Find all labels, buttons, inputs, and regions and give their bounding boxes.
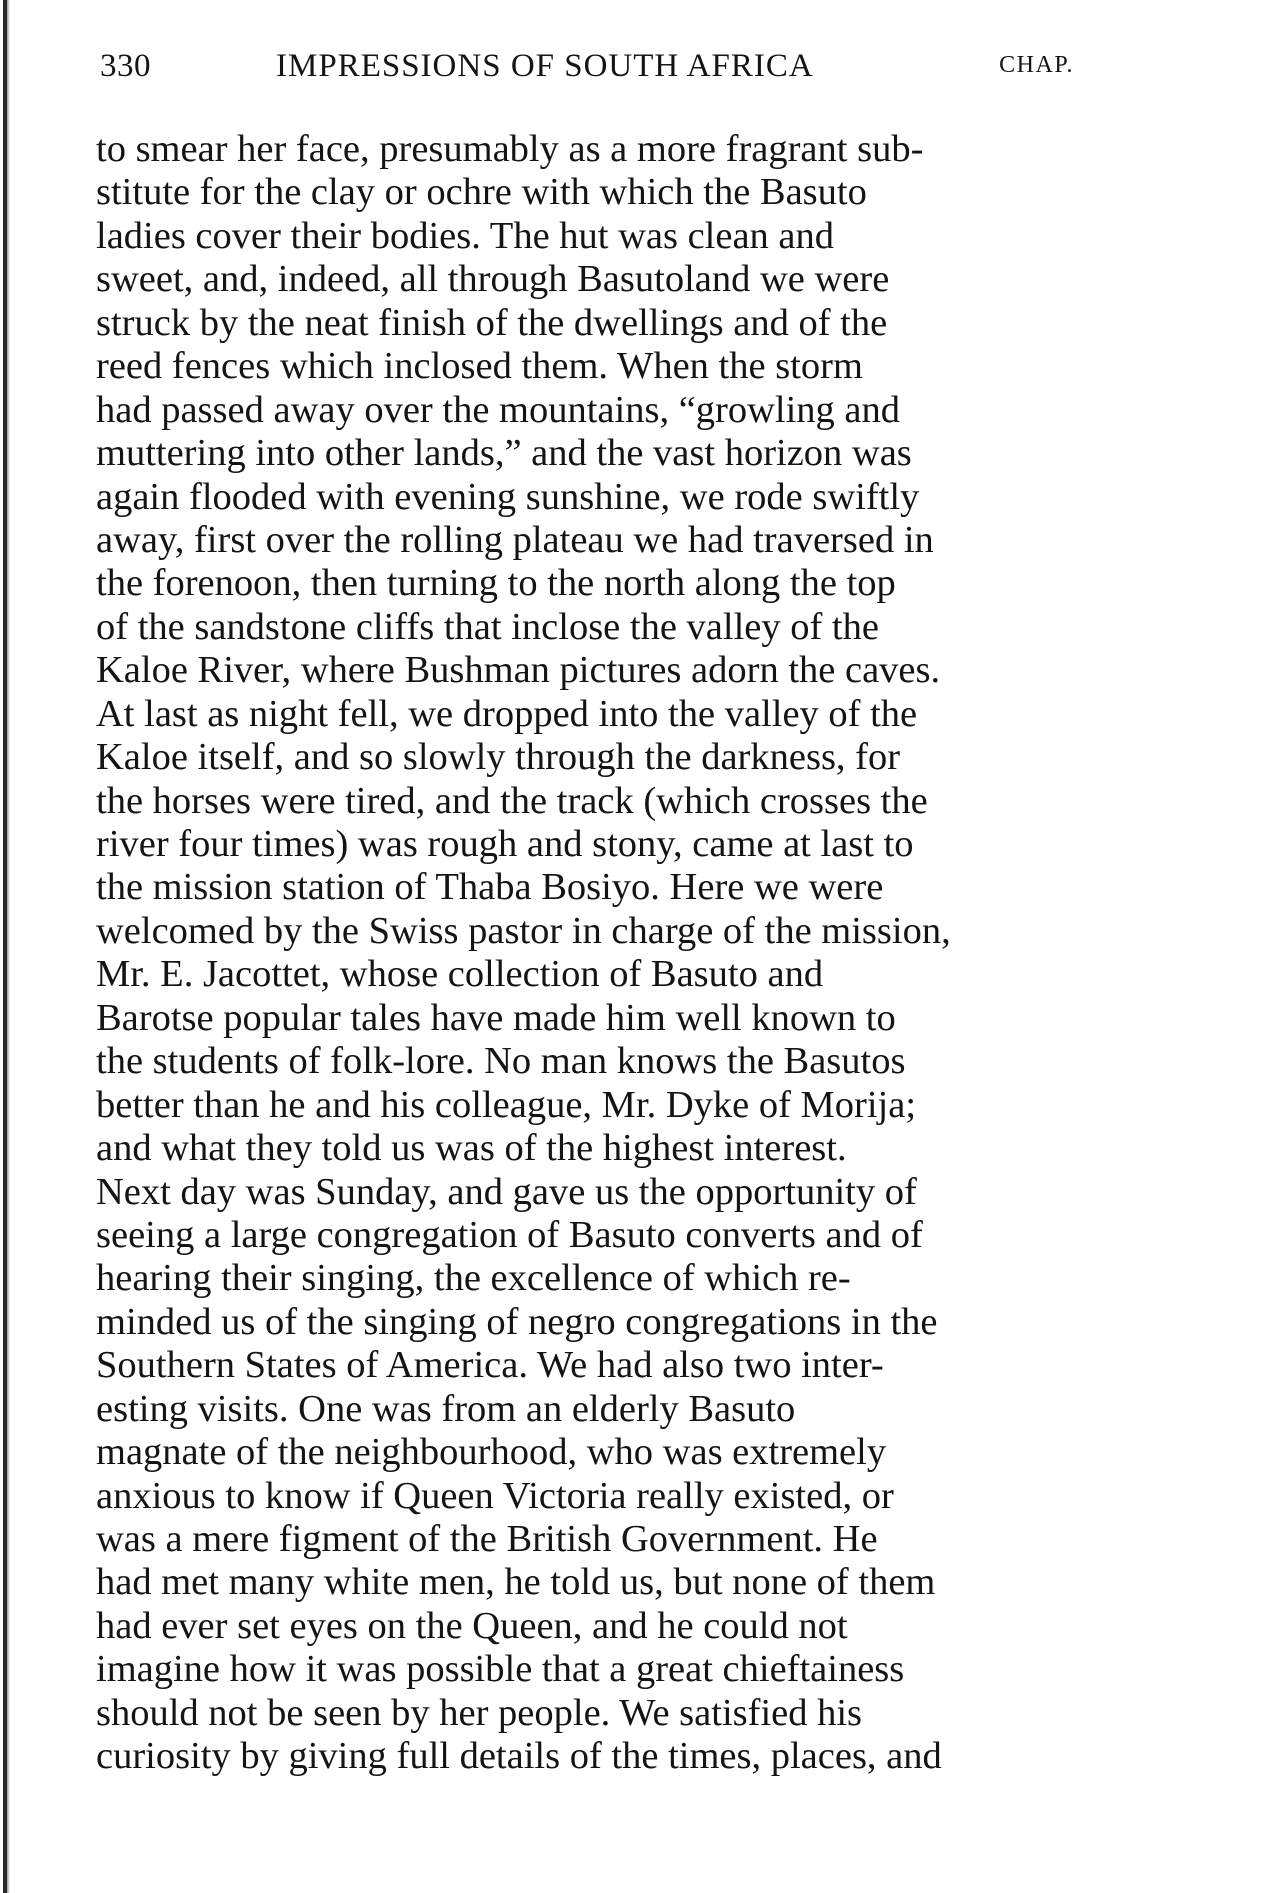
text-line: Kaloe River, where Bushman pictures adorn the caves.: [96, 649, 941, 692]
text-line: had ever set eyes on the Queen, and he could not: [96, 1604, 848, 1647]
text-line: and what they told us was of the highest interest.: [96, 1127, 847, 1170]
text-line: again flooded with evening sunshine, we rode swiftly: [96, 475, 920, 518]
text-line: hearing their singing, the excellence of which re-: [96, 1257, 851, 1300]
text-line: the mission station of Thaba Bosiyo. Here we were: [96, 866, 884, 909]
text-line: Next day was Sunday, and gave us the opportunity of: [96, 1170, 917, 1213]
text-line: anxious to know if Queen Victoria really existed, or: [96, 1474, 894, 1517]
text-line: was a mere figment of the British Government. He: [96, 1518, 878, 1560]
text-line: had met many white men, he told us, but none of them: [96, 1561, 936, 1604]
text-line: sweet, and, indeed, all through Basutoland we were: [96, 258, 890, 301]
text-line: Barotse popular tales have made him well known to: [96, 996, 896, 1039]
text-line: better than he and his colleague, Mr. Dyke of Morija;: [96, 1083, 917, 1126]
text-line: imagine how it was possible that a great chieftainess: [96, 1648, 905, 1691]
page-header: [96, 38, 1078, 86]
page-number: 330: [100, 48, 151, 84]
text-line: river four times) was rough and stony, came at last to: [96, 823, 914, 865]
text-line: muttering into other lands,” and the vast horizon was: [96, 432, 912, 475]
text-line: ladies cover their bodies. The hut was clean and: [96, 214, 835, 257]
chapter-mark: CHAP.: [999, 52, 1074, 78]
text-line: magnate of the neighbourhood, who was extremely: [96, 1431, 887, 1474]
binding-shadow: [7, 0, 10, 1893]
text-line: seeing a large congregation of Basuto converts and of: [96, 1213, 923, 1256]
text-line: Kaloe itself, and so slowly through the darkness, for: [96, 736, 901, 779]
book-page: [96, 38, 1078, 1779]
text-line: had passed away over the mountains, “growling and: [96, 388, 901, 431]
text-line: Mr. E. Jacottet, whose collection of Basuto and: [96, 953, 824, 996]
text-line: should not be seen by her people. We satisfied his: [96, 1691, 863, 1734]
text-line: curiosity by giving full details of the times, places, and: [96, 1735, 942, 1778]
text-line: the students of folk-lore. No man knows the Basutos: [96, 1040, 906, 1083]
text-line: away, first over the rolling plateau we had traversed in: [96, 518, 934, 561]
running-title: IMPRESSIONS OF SOUTH AFRICA: [276, 48, 814, 84]
text-line: esting visits. One was from an elderly Basuto: [96, 1387, 796, 1430]
text-line: the horses were tired, and the track (which crosses the: [96, 779, 928, 822]
text-line: to smear her face, presumably as a more fragrant sub-: [96, 128, 924, 170]
body-text: [96, 128, 1078, 1779]
text-line: Southern States of America. We had also two inter-: [96, 1344, 884, 1387]
text-line: stitute for the clay or ochre with which the Basuto: [96, 171, 867, 214]
text-line: minded us of the singing of negro congregations in the: [96, 1300, 938, 1343]
text-line: reed fences which inclosed them. When the storm: [96, 345, 863, 388]
text-line: At last as night fell, we dropped into the valley of the: [96, 692, 918, 735]
text-line: the forenoon, then turning to the north along the top: [96, 562, 896, 605]
text-line: of the sandstone cliffs that inclose the valley of the: [96, 605, 879, 648]
text-line: welcomed by the Swiss pastor in charge of the mission,: [96, 909, 951, 952]
text-line: struck by the neat finish of the dwellings and of the: [96, 301, 888, 344]
